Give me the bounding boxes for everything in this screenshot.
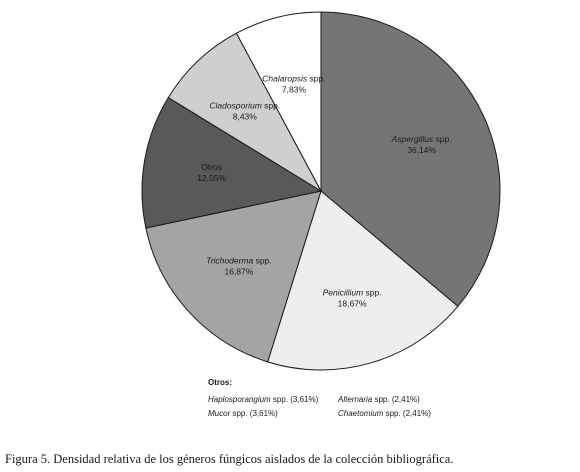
slice-label-aspergillus: Aspergillus spp. (391, 134, 452, 145)
slice-value-cladosporium: 8,43% (232, 111, 257, 122)
legend-item: Haplosporangium spp. (3,61%) (208, 395, 319, 404)
slice-value-trichoderma: 16,87% (224, 266, 254, 277)
legend-title: Otros: (208, 378, 232, 387)
slice-label-chalaropsis: Chalaropsis spp. (262, 73, 326, 84)
slice-value-penicillium: 18,67% (337, 298, 367, 309)
slice-value-chalaropsis: 7,83% (281, 84, 307, 95)
slice-label-otros: Otros (201, 162, 223, 173)
slice-value-otros: 12,05% (197, 173, 227, 184)
slice-label-penicillium: Penicillium spp. (322, 287, 382, 298)
slice-value-aspergillus: 36,14% (407, 145, 437, 156)
legend-row (208, 407, 488, 421)
slice-label-cladosporium: Cladosporium spp. (209, 100, 281, 111)
legend-item: Chaetomium spp. (2,41%) (338, 409, 431, 418)
legend-item: Mucor spp. (3,61%) (208, 409, 278, 418)
legend-row (208, 393, 488, 407)
legend-item: Alternaria spp. (2,41%) (338, 395, 420, 404)
otros-legend (208, 376, 488, 421)
pie-slices (142, 12, 500, 370)
slice-label-trichoderma: Trichoderma spp. (206, 255, 272, 266)
figure-caption: Figura 5. Densidad relativa de los géneros fúngicos aislados de la colección bibliográfica. (5, 452, 454, 466)
